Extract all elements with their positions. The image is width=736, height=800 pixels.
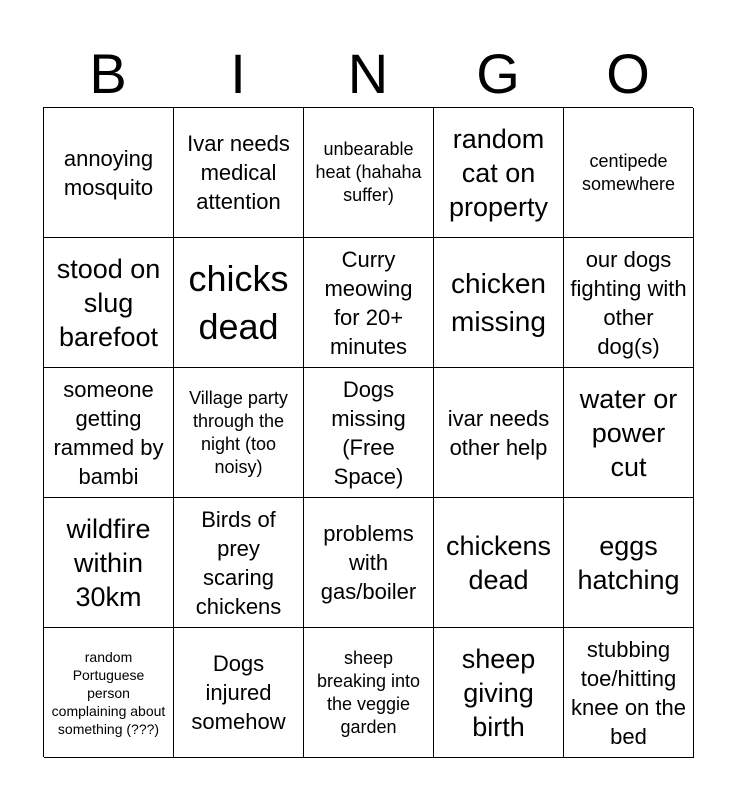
header-letter-g: G xyxy=(476,42,520,105)
bingo-cell-r4-c4[interactable] xyxy=(564,628,694,758)
cell-text: Dogs missing (Free Space) xyxy=(331,376,406,489)
bingo-cell-r3-c3[interactable] xyxy=(434,498,564,628)
bingo-cell-r4-c3[interactable] xyxy=(434,628,564,758)
cell-text: unbearable heat (hahaha suffer) xyxy=(315,139,422,205)
bingo-cell-r1-c4[interactable] xyxy=(564,238,694,368)
cell-text: Curry meowing for 20+ minutes xyxy=(324,246,413,359)
bingo-cell-r3-c0[interactable] xyxy=(44,498,174,628)
bingo-cell-r0-c3[interactable] xyxy=(434,108,564,238)
cell-text: our dogs fighting with other dog(s) xyxy=(570,246,687,359)
cell-text: Village party through the night (too noisy) xyxy=(189,387,288,477)
bingo-cell-r3-c1[interactable] xyxy=(174,498,304,628)
cell-text: centipede somewhere xyxy=(581,150,676,194)
cell-text: someone getting rammed by bambi xyxy=(53,376,164,489)
cell-text: random Portuguese person complaining about something (???) xyxy=(51,648,166,737)
cell-text: Ivar needs medical attention xyxy=(187,131,290,214)
bingo-grid xyxy=(43,107,693,757)
bingo-cell-r1-c0[interactable] xyxy=(44,238,174,368)
header-letter-b: B xyxy=(89,42,127,105)
bingo-cell-r2-c1[interactable] xyxy=(174,368,304,498)
bingo-header xyxy=(43,40,693,108)
cell-text: water or power cut xyxy=(579,383,678,482)
bingo-cell-r0-c4[interactable] xyxy=(564,108,694,238)
bingo-cell-r1-c2[interactable] xyxy=(304,238,434,368)
cell-text: sheep giving birth xyxy=(461,643,536,742)
cell-text: chickens dead xyxy=(445,530,552,595)
bingo-cell-r4-c0[interactable] xyxy=(44,628,174,758)
bingo-cell-r3-c2[interactable] xyxy=(304,498,434,628)
header-letter-n: N xyxy=(347,42,389,105)
bingo-cell-r0-c0[interactable] xyxy=(44,108,174,238)
bingo-cell-r4-c2[interactable] xyxy=(304,628,434,758)
bingo-cell-r3-c4[interactable] xyxy=(564,498,694,628)
cell-text: Birds of prey scaring chickens xyxy=(195,506,282,619)
bingo-cell-r1-c1[interactable] xyxy=(174,238,304,368)
bingo-cell-r2-c3[interactable] xyxy=(434,368,564,498)
cell-text: stubbing toe/hitting knee on the bed xyxy=(571,636,686,749)
cell-text: ivar needs other help xyxy=(447,405,550,460)
cell-text: Dogs injured somehow xyxy=(191,651,286,734)
header-letter-o: O xyxy=(606,42,650,105)
bingo-cell-r2-c2[interactable] xyxy=(304,368,434,498)
bingo-cell-r2-c0[interactable] xyxy=(44,368,174,498)
cell-text: random cat on property xyxy=(448,123,549,222)
bingo-cell-r1-c3[interactable] xyxy=(434,238,564,368)
bingo-cell-r4-c1[interactable] xyxy=(174,628,304,758)
cell-text: problems with gas/boiler xyxy=(320,521,417,604)
cell-text: wildfire within 30km xyxy=(66,513,151,612)
cell-text: stood on slug barefoot xyxy=(56,253,161,352)
bingo-cell-r2-c4[interactable] xyxy=(564,368,694,498)
cell-text: chicken missing xyxy=(451,267,546,337)
cell-text: chicks dead xyxy=(188,257,289,347)
cell-text: annoying mosquito xyxy=(63,145,154,200)
bingo-cell-r0-c2[interactable] xyxy=(304,108,434,238)
bingo-cell-r0-c1[interactable] xyxy=(174,108,304,238)
header-letter-i: I xyxy=(230,42,246,105)
cell-text: eggs hatching xyxy=(577,530,680,595)
cell-text: sheep breaking into the veggie garden xyxy=(316,647,421,737)
